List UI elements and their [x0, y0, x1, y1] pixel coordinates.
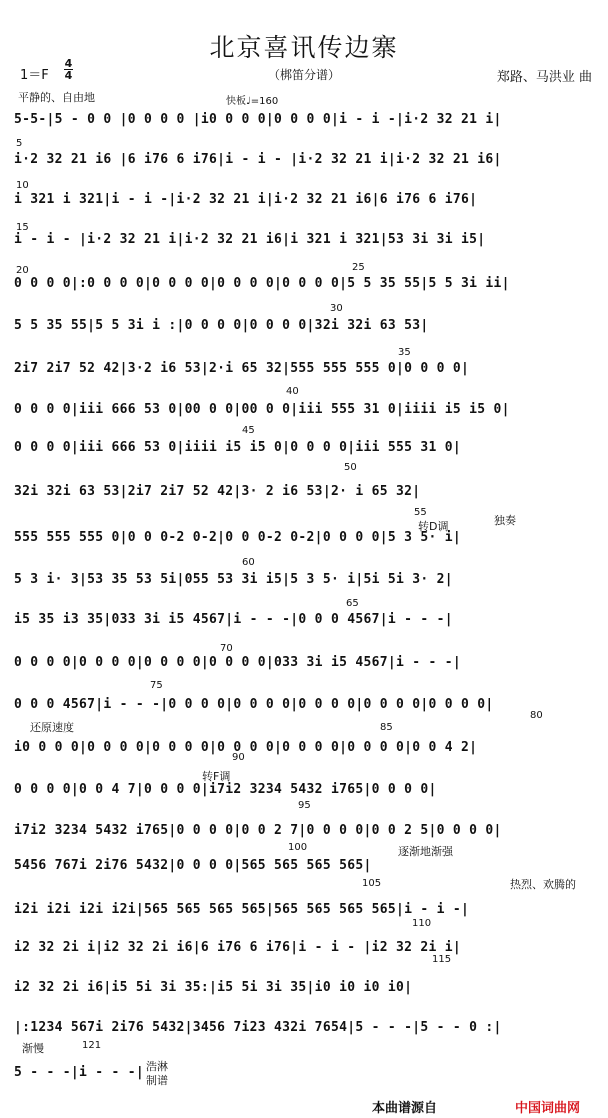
- score-line: i - i - |i·2 32 21 i|i·2 32 21 i6|i 321 i 321|53 3i 3i i5|: [14, 232, 486, 247]
- meter-bottom: 4: [64, 69, 73, 82]
- measure-number: 35: [398, 347, 411, 358]
- score-line: 5-5-|5 - 0 0 |0 0 0 0 |i0 0 0 0|0 0 0 0|i - i -|i·2 32 21 i|: [14, 112, 502, 127]
- key-signature: 1＝F: [20, 68, 49, 83]
- score-line: i0 0 0 0|0 0 0 0|0 0 0 0|0 0 0 0|0 0 0 0|0 0 0 0|0 0 4 2|: [14, 740, 478, 755]
- measure-number: 40: [286, 386, 299, 397]
- annotation-cresc: 逐渐地渐强: [398, 845, 453, 858]
- measure-number: 20: [16, 265, 29, 276]
- footer-source-label: 本曲谱源自: [372, 1101, 438, 1116]
- score-line: i 321 i 321|i - i -|i·2 32 21 i|i·2 32 21 i6|6 i76 6 i76|: [14, 192, 478, 207]
- measure-number: 70: [220, 643, 233, 654]
- score-line: 5456 767i 2i76 5432|0 0 0 0|565 565 565 565|: [14, 858, 372, 873]
- measure-number: 80: [530, 710, 543, 721]
- footer-site: 中国词曲网: [515, 1101, 581, 1116]
- score-line: 0 0 0 0|:0 0 0 0|0 0 0 0|0 0 0 0|0 0 0 0|5 5 35 55|5 5 3i ii|: [14, 276, 510, 291]
- measure-number: 85: [380, 722, 393, 733]
- score-line: i7i2 3234 5432 i765|0 0 0 0|0 0 2 7|0 0 0 0|0 0 2 5|0 0 0 0|: [14, 823, 502, 838]
- annotation-restore: 还原速度: [30, 721, 74, 734]
- measure-number: 55: [414, 507, 427, 518]
- measure-number: 30: [330, 303, 343, 314]
- tempo-fast: 快板♩=160: [226, 96, 279, 107]
- score-line: 5 5 35 55|5 5 3i i :|0 0 0 0|0 0 0 0|32i 32i 63 53|: [14, 318, 429, 333]
- measure-number: 75: [150, 680, 163, 691]
- measure-number: 10: [16, 180, 29, 191]
- score-line: 5 3 i· 3|53 35 53 5i|055 53 3i i5|5 3 5· i|5i 5i 3· 2|: [14, 572, 453, 587]
- score-line: 2i7 2i7 52 42|3·2 i6 53|2·i 65 32|555 555 555 0|0 0 0 0|: [14, 361, 470, 376]
- subtitle: （梆笛分谱）: [267, 68, 340, 82]
- annotation-joyful: 热烈、欢腾的: [510, 878, 576, 891]
- measure-number: 105: [362, 878, 382, 889]
- score-line: |:1234 567i 2i76 5432|3456 7i23 432i 7654|5 - - -|5 - - 0 :|: [14, 1020, 502, 1035]
- annotation-ritard: 渐慢: [22, 1042, 44, 1055]
- score-line: 0 0 0 0|iii 666 53 0|00 0 0|00 0 0|iii 555 31 0|iiii i5 i5 0|: [14, 402, 510, 417]
- measure-number: 5: [16, 138, 23, 149]
- measure-number: 45: [242, 425, 255, 436]
- score-line: 5 - - -|i - - -|: [14, 1065, 145, 1080]
- score-line: 0 0 0 0|0 0 4 7|0 0 0 0|i7i2 3234 5432 i765|0 0 0 0|: [14, 782, 437, 797]
- annotation-to-f: 转F调: [202, 770, 231, 783]
- measure-number: 60: [242, 557, 255, 568]
- measure-number: 50: [344, 462, 357, 473]
- score-line: 555 555 555 0|0 0 0-2 0-2|0 0 0-2 0-2|0 0 0 0|5 3 5· i|: [14, 530, 461, 545]
- score-line: 0 0 0 4567|i - - -|0 0 0 0|0 0 0 0|0 0 0 0|0 0 0 0|0 0 0 0|: [14, 697, 494, 712]
- arranger-role: 制谱: [146, 1074, 168, 1087]
- measure-number: 110: [412, 918, 432, 929]
- score-line: 0 0 0 0|0 0 0 0|0 0 0 0|0 0 0 0|033 3i i5 4567|i - - -|: [14, 655, 461, 670]
- tempo-initial: 平静的、自由地: [18, 91, 95, 104]
- measure-number: 100: [288, 842, 308, 853]
- score-line: i2 32 2i i6|i5 5i 3i 35:|i5 5i 3i 35|i0 i0 i0 i0|: [14, 980, 413, 995]
- annotation-to-d: 转D调: [418, 520, 449, 533]
- score-line: i2 32 2i i|i2 32 2i i6|6 i76 6 i76|i - i - |i2 32 2i i|: [14, 940, 461, 955]
- annotation-solo: 独奏: [494, 514, 516, 527]
- measure-number: 65: [346, 598, 359, 609]
- measure-number: 115: [432, 954, 452, 965]
- page-title: 北京喜讯传边寨: [209, 33, 399, 62]
- score-line: 0 0 0 0|iii 666 53 0|iiii i5 i5 0|0 0 0 0|iii 555 31 0|: [14, 440, 461, 455]
- score-line: i2i i2i i2i i2i|565 565 565 565|565 565 565 565|i - i -|: [14, 902, 470, 917]
- meter-top: 4: [64, 57, 73, 70]
- measure-number: 90: [232, 752, 245, 763]
- arranger: [146, 1060, 168, 1088]
- score-line: i5 35 i3 35|033 3i i5 4567|i - - -|0 0 0 4567|i - - -|: [14, 612, 453, 627]
- measure-number: 25: [352, 262, 365, 273]
- score-line: 32i 32i 63 53|2i7 2i7 52 42|3· 2 i6 53|2· i 65 32|: [14, 484, 421, 499]
- score-line: i·2 32 21 i6 |6 i76 6 i76|i - i - |i·2 32 21 i|i·2 32 21 i6|: [14, 152, 502, 167]
- measure-number: 95: [298, 800, 311, 811]
- composer: 郑路、马洪业 曲: [496, 70, 592, 85]
- final-measure-number: 121: [82, 1040, 102, 1051]
- measure-number: 15: [16, 222, 29, 233]
- arranger-name: 浩淋: [146, 1060, 168, 1073]
